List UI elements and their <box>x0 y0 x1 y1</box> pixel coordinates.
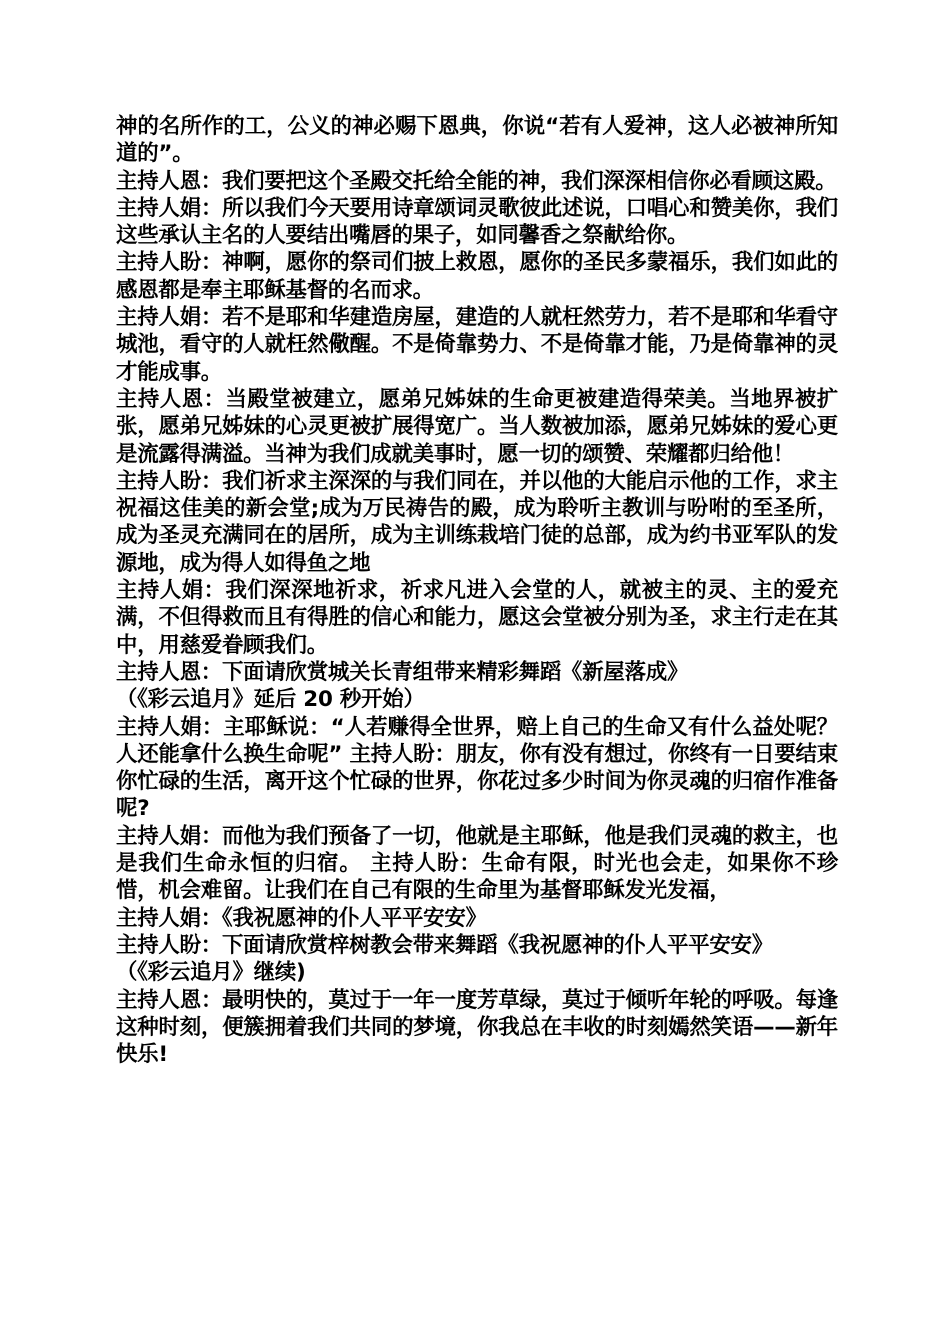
paragraph-6: 主持人恩：当殿堂被建立，愿弟兄姊妹的生命更被建造得荣美。当地界被扩张，愿弟兄姊妹的心灵更被扩展得宽广。当人数被加添，愿弟兄姊妹的爱心更是流露得满溢。当神为我们成就美事时，愿一切的颂赞、荣耀都归给他！ <box>116 386 838 467</box>
paragraph-16: 主持人恩：最明快的，莫过于一年一度芳草绿，莫过于倾听年轮的呼吸。每逢这种时刻，便簇拥着我们共同的梦境，你我总在丰收的时刻嫣然笑语——新年快乐! <box>116 987 838 1068</box>
paragraph-12: 主持人娟：而他为我们预备了一切，他就是主耶稣，他是我们灵魂的救主，也是我们生命永恒的归宿。 主持人盼：生命有限，时光也会走，如果你不珍惜，机会难留。让我们在自己有限的生命里为基督耶稣发光发福， <box>116 823 838 904</box>
paragraph-9: 主持人恩：下面请欣赏城关长青组带来精彩舞蹈《新屋落成》 <box>116 659 689 685</box>
paragraph-3: 主持人娟：所以我们今天要用诗章颂词灵歌彼此述说，口唱心和赞美你，我们这些承认主名的人要结出嘴唇的果子，如同馨香之祭献给你。 <box>116 195 838 249</box>
paragraph-15: （《彩云追月》继续) <box>116 960 306 986</box>
paragraph-13: 主持人娟：《我祝愿神的仆人平平安安》 <box>116 905 487 931</box>
paragraph-10: （《彩云追月》延后 20 秒开始） <box>116 687 425 713</box>
paragraph-4: 主持人盼：神啊，愿你的祭司们披上救恩，愿你的圣民多蒙福乐，我们如此的感恩都是奉主耶稣基督的名而求。 <box>116 250 838 303</box>
paragraph-7: 主持人盼：我们祈求主深深的与我们同在，并以他的大能启示他的工作，求主祝福这佳美的新会堂;成为万民祷告的殿，成为聆听主教训与吩咐的至圣所，成为圣灵充满同在的居所，成为主训练栽培门徒的总部，成为约书亚军队的发源地，成为得人如得鱼之地 <box>116 468 838 576</box>
document-body <box>116 113 838 1068</box>
paragraph-11: 主持人娟：主耶稣说：“人若赚得全世界，赔上自己的生命又有什么益处呢？人还能拿什么换生命呢” 主持人盼：朋友，你有没有想过，你终有一日要结束你忙碌的生活，离开这个忙碌的世界，你花过多少时间为你灵魂的归宿作准备呢? <box>116 714 838 822</box>
paragraph-5: 主持人娟：若不是耶和华建造房屋，建造的人就枉然劳力，若不是耶和华看守城池，看守的人就枉然儆醒。不是倚靠势力、不是倚靠才能，乃是倚靠神的灵才能成事。 <box>116 305 838 385</box>
paragraph-1: 神的名所作的工，公义的神必赐下恩典，你说“若有人爱神，这人必被神所知道的”。 <box>116 114 838 167</box>
paragraph-8: 主持人娟：我们深深地祈求，祈求凡进入会堂的人，就被主的灵、主的爱充满，不但得救而且有得胜的信心和能力，愿这会堂被分别为圣，求主行走在其中，用慈爱眷顾我们。 <box>116 578 838 658</box>
paragraph-14: 主持人盼：下面请欣赏梓树教会带来舞蹈《我祝愿神的仆人平平安安》 <box>116 932 773 958</box>
paragraph-2: 主持人恩：我们要把这个圣殿交托给全能的神，我们深深相信你必看顾这殿。 <box>116 168 837 194</box>
